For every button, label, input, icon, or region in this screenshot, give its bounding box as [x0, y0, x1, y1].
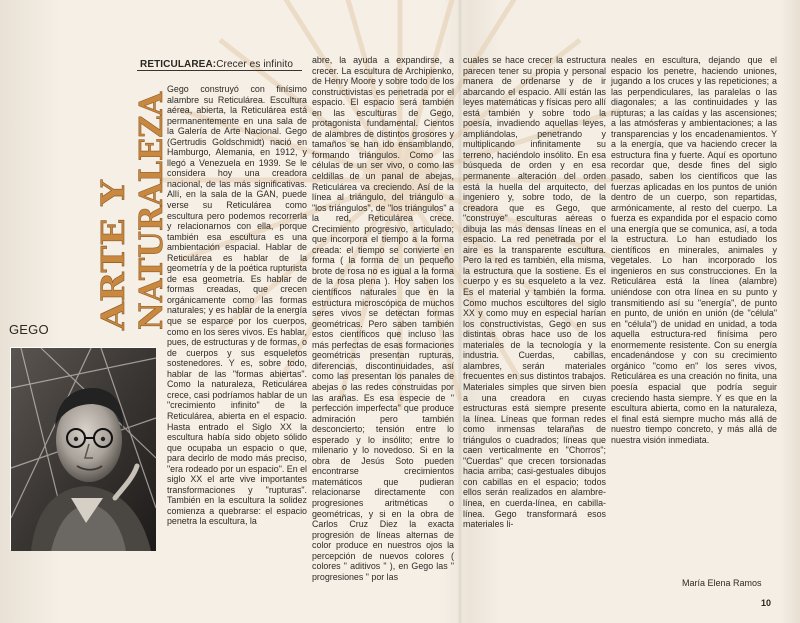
page-number: 10	[761, 598, 772, 608]
column-text: neales en escultura, dejando que el espacio los penetre, haciendo uniones, jugando a los cruces y las repeticiones; a las perpendiculares, las paralelas o las diagonales; a las continuidades y las rupturas; a las caídas y las ascensiones; a las atmósferas y ambientaciones; a las transparencias y los encadenamientos. Y a la energía, que va haciendo crecer la estructura fina y fuerte. Aquí es oportuno recordar que, desde fines del siglo pasado, saben los científicos que las fuerzas aplicadas en los puntos de unión dentro de un cuerpo, son repartidas, armónicamente, al resto del cuerpo. La fuerza es expandida por el espacio como una energía que se comunica, así, a toda la estructura. Lo han estudiado los científicos en minerales, animales y vegetales. Lo han incorporado los ingenieros en sus construcciones. En la Reticulárea está la línea (alambre) uniéndose con otra línea en su punto y transmitiendo así su "energía", de punto en punto, de unión en unión (de "célula" en "célula") de unidad en unidad, a toda aquella estructura-red finísima pero enormemente resistente. Con su energía encadenándose y con su crecimiento orgánico "como en" los seres vivos, Reticulárea es una creación no finita, una poesía espacial que podría seguir creciendo hasta siempre. Y es que en la escultura abierta, como en la naturaleza, el final está siempre mucho más allá de nuestro tiempo concreto, y más allá de nuestra visión inmediata.	[611, 55, 777, 445]
section-subtitle: Crecer es infinito	[216, 59, 294, 70]
page-gutter	[458, 0, 462, 623]
column-text: abre, la ayuda a expandirse, a crecer. La escultura de Archipienko, de Henry Moore y sobre todo de los constructivistas es penetrada por el espacio. El espacio será también en las esculturas de Gego, protagonista fundamental. Cientos de alambres de distintos grosores y tamaños se han ido ensamblando, formando triángulos. Como las células de un ser vivo, o como las celdillas de un panal de abejas, Reticulárea va creciendo. Así de la línea al triángulo, del triángulo a "los triángulos", de "los triángulos" a la red, Reticulárea crece. Crecimiento progresivo, articulado; que incorpora el tiempo a la forma creada: el tiempo se convierte en forma ( la forma de un pequeño brote de rosa no es igual a la forma de la rosa plena ). Hoy saben los científicos naturales que en la estructura microscópica de muchos seres vivos se detectan formas geométricas. Pero saben también estos científicos que incluso las más perfectas de esas formaciones geométricas presentan rupturas, diferencias, discontinuidades, así como las presentan los panales de abejas o las redes construidas por las arañas. Es esa especie de " perfección imperfecta" que produce admiración pero también desconcierto; tensión entre lo esperado y lo insólito; entre lo milenario y lo novedoso. Si en la obra de Jesús Soto pueden encontrarse crecimientos matemáticos que pudieran relacionarse directamente con progresiones aritméticas o geométricas, y si en la obra de Carlos Cruz Diez la exacta progresión de líneas alternas de color produce en nuestros ojos la percepción de nuevos colores ( colores " aditivos " ), en Gego las " progresiones " por las	[312, 55, 454, 582]
artist-label: GEGO	[9, 322, 49, 337]
author-signature: María Elena Ramos	[682, 578, 762, 588]
column-text: cuales se hace crecer la estructura parecen tener su propia y personal manera de ordenarse y de ir abarcando el espacio. Allí están las leyes matemáticas y físicas pero allí está también y sobre todo la poesía, invadiendo aquellas leyes, ampliándolas, penetrando y multiplicando infinitamente su terreno, haciéndolo insólito. En esa búsqueda de orden y en esa permanente alteración del orden está la huella del arquitecto, del ingeniero y, sobre todo, de la creadora que es Gego, que "construye" esculturas aéreas o dibuja las más densas líneas en el espacio. La red penetrada por el aire es la transparente escultura. Pero la red es también, ella misma, la estructura que la sostiene. Es el cuerpo y es su esqueleto a la vez. Es el material y también la forma. Como muchos escultores del siglo XX y como muy en especial harían los constructivistas, Gego en sus distintas obras hace uso de los materiales de la tecnología y la industria. Cuerdas, cabillas, alambres, serán materiales frecuentes en sus distintos trabajos. Materiales simples que sirven bien a una creadora en cuyas estructuras está siempre presente la línea. Líneas que forman redes como inmensas telarañas de triángulos o cuadrados; líneas que caen verticalmente en "Chorros"; "Cuerdas" que crecen torsionadas hacia arriba; casi-gestuales dibujos con cabillas en el espacio; todos ellos serán realizados en alambre-línea, en cuerda-línea, en cabilla-línea. Gego transformará esos materiales li-	[463, 55, 606, 530]
vertical-title	[92, 79, 170, 335]
article-column-1	[167, 84, 307, 554]
artist-portrait-photo	[10, 347, 155, 550]
title-line-2: NATURALEZA	[132, 79, 170, 330]
title-line-1: ARTE Y	[94, 196, 132, 330]
article-column-3	[463, 55, 606, 590]
column-text: Gego construyó con finísimo alambre su Reticulárea. Escultura aérea, abierta, la Reticulárea está permanentemente en una sala de la Galería de Arte Nacional. Gego (Gertrudis Goldschmidt) nació en Hamburgo, Alemania, en 1912, y llegó a Venezuela en 1939. Se le considera hoy una creadora nacional, de las más significativas. Allí, en la sala de la GAN, puede verse su Reticulárea como escultura pero podemos recorrerla y relacionarnos con ella, porque también esa escultura es una ambientación espacial. Hablar de Reticulárea es hablar de la geometría y de la poética rupturista de esa geometría. Es hablar de formas creadas, que crecen orgánicamente como las formas naturales; y es hablar de la energía que se esparce por los cuerpos, como en los seres vivos. Es hablar, pues, de estructuras y de formas, o de cuerpos y sus esqueletos sostenedores. Y es, sobre todo, hablar de las "formas abiertas". Como la naturaleza, Reticulárea crece, casi podríamos hablar de un "crecimiento infinito" de la Reticulárea, abierta en el espacio. Hasta entrado el Siglo XX la escultura había sido objeto sólido que ocupaba un espacio o que, para decirlo de modo más preciso, "era rodeado por un espacio". En el siglo XX el arte vive importantes transformaciones y "rupturas". También en la escultura la solidez comienza a quebrarse: el espacio penetra la escultura, la	[167, 84, 308, 527]
section-header	[140, 59, 305, 70]
article-column-4	[611, 55, 777, 570]
article-column-2	[312, 55, 454, 582]
section-name: RETICULAREA:	[140, 59, 217, 70]
portrait-illustration	[11, 348, 156, 551]
header-rule	[137, 70, 302, 71]
